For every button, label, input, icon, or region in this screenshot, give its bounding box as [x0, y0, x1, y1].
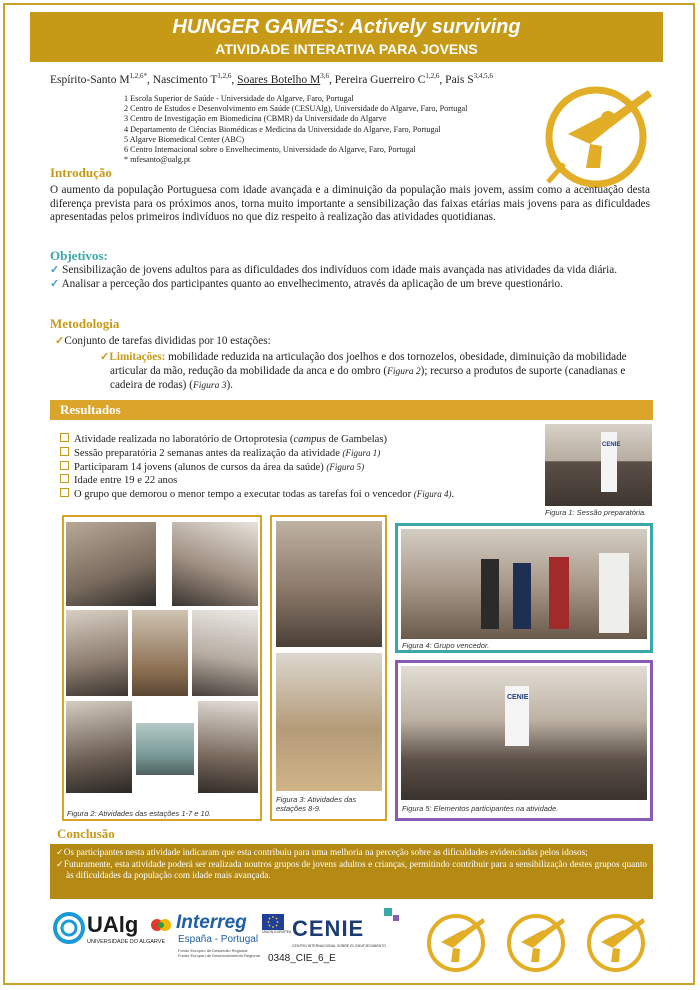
figure-2-photo — [136, 723, 194, 775]
figure-5-frame — [395, 660, 653, 821]
author: Espírito-Santo M — [50, 73, 130, 86]
author: Pais S — [445, 73, 474, 86]
check-icon: ✓ — [100, 351, 110, 363]
result-item: Sessão preparatória 2 semanas antes da realização da atividade (Figura 1) — [60, 447, 540, 461]
hunger-games-emblem-small — [425, 912, 487, 979]
author-line: Espírito-Santo $M^{1,2,6*}$, Nascimento T$^{1,2,6}$, Soares Botelho M$^{3,6}$, Pereira Guerreiro C$^{1,2,6}$, Pais S$^{3,4,5,6}$ — [50, 72, 493, 86]
figure-4-frame — [395, 523, 653, 653]
interreg-emblem-icon — [150, 914, 172, 936]
author: Nascimento T — [152, 73, 218, 86]
figure-2-photo — [132, 610, 188, 696]
checkbox-icon — [60, 461, 69, 470]
figure-3-photo — [276, 521, 382, 647]
method-limitations: ✓Limitações: mobilidade reduzida na articulação dos joelhos e dos tornozelos, obesidade, diminuição da mobilidade articular da mão, redução da mobilidade da anca e do ombro (Figura 2); recurso a produtos de suporte (canadianas e cadeira de rodas) (Figura 3). — [100, 351, 627, 392]
project-code: 0348_CIE_6_E — [268, 953, 336, 964]
checkbox-icon — [60, 474, 69, 483]
ualg-logo: UAlg UNIVERSIDADE DO ALGARVE — [53, 910, 173, 955]
result-item: O grupo que demorou o menor tempo a executar todas as tarefas foi o vencedor (Figura 4). — [60, 488, 540, 502]
objective-item: ✓ Sensibilização de jovens adultos para as dificuldades dos indivíduos com idade mais avançada nas atividades da vida diária. — [50, 264, 618, 276]
figure-2-photo — [192, 610, 258, 696]
method-item: ✓Conjunto de tarefas divididas por 10 estações: — [55, 335, 271, 347]
figure-3-caption: Figura 3: Atividades das estações 8-9. — [276, 795, 357, 813]
figure-2-photo — [198, 701, 258, 793]
figure-2-photo — [66, 701, 132, 793]
poster-subtitle: ATIVIDADE INTERATIVA PARA JOVENS — [215, 41, 478, 57]
title-banner — [30, 12, 663, 62]
intro-heading: Introdução — [50, 165, 112, 180]
conclusion-item: ✓Futuramente, esta atividade poderá ser realizada noutros grupos de jovens adultos e crianças, permitindo contribuir para a sensibilização destes grupos quanto às dificuldades da população com idade mais avançada. — [56, 858, 648, 881]
figure-4-photo — [401, 529, 647, 639]
checkbox-icon — [60, 488, 69, 497]
figure-2-photo — [66, 610, 128, 696]
author: Pereira Guerreiro C — [334, 73, 426, 86]
hunger-games-emblem-small — [585, 912, 647, 979]
method-heading: Metodologia — [50, 316, 120, 331]
poster-title: HUNGER GAMES: Actively surviving — [172, 16, 521, 38]
check-icon: ✓ — [55, 335, 65, 347]
conclusion-heading: Conclusão — [57, 826, 115, 841]
objectives-list — [50, 264, 650, 291]
ualg-emblem-icon — [53, 912, 85, 944]
conclusion-item: ✓Os participantes nesta atividade indicaram que esta contribuiu para uma melhoria na perceção sobre as dificuldades evidenciadas pelos idosos; — [56, 847, 588, 857]
check-icon: ✓ — [50, 277, 60, 290]
objective-item: ✓ Analisar a perceção dos participantes quanto ao envelhecimento, através da aplicação de um breve questionário. — [50, 277, 563, 290]
figure-2-caption: Figura 2: Atividades das estações 1-7 e 10. — [67, 809, 211, 818]
hunger-games-emblem-small — [505, 912, 567, 979]
figure-5-photo: CENIE — [401, 666, 647, 800]
check-icon: ✓ — [56, 858, 64, 869]
figure-1-caption: Figura 1: Sessão preparatória. — [545, 508, 647, 517]
interreg-logo: Interreg España - Portugal Fondo Europeo de Desarrollo Regional Fundo Europeu de Desenvolvimento Regional — [150, 912, 260, 968]
figure-3-frame — [270, 515, 387, 821]
figure-1-photo: CENIE — [545, 424, 652, 506]
cenie-square-icon — [393, 915, 399, 921]
figure-3-photo — [276, 653, 382, 791]
cenie-square-icon — [384, 908, 392, 916]
figure-2-photo — [66, 522, 156, 606]
eu-flag-logo: UNIÓN EUROPEA — [262, 914, 286, 944]
figure-4-caption: Figura 4: Grupo vencedor. — [402, 641, 490, 650]
intro-text: O aumento da população Portuguesa com idade avançada e a diminuição da população mais jovem, assim como a acentuação desta diferença prevista para os próximos anos, torna muito importante a sensibilização das faixas etárias mais jovens para as dificuldades apresentadas pelos primeiros indivíduos no que diz respeito à realização das atividades quotidianas. — [50, 184, 650, 224]
results-list — [60, 433, 540, 502]
author: Soares Botelho M — [237, 73, 321, 86]
check-icon: ✓ — [50, 264, 60, 276]
result-item: Idade entre 19 e 22 anos — [60, 474, 540, 488]
figure-2-frame — [62, 515, 262, 821]
cenie-logo: CENIE CENTRO INTERNACIONAL SOBRE EL ENVEJECIMIENTO — [292, 908, 402, 950]
checkbox-icon — [60, 433, 69, 442]
hunger-games-emblem-logo — [538, 82, 660, 197]
conclusion-box — [50, 844, 653, 899]
figure-5-caption: Figura 5: Elementos participantes na atividade. — [402, 804, 559, 813]
result-item: Participaram 14 jovens (alunos de cursos da área da saúde) (Figura 5) — [60, 461, 540, 475]
results-heading: Resultados — [50, 400, 653, 420]
checkbox-icon — [60, 447, 69, 456]
eu-flag-icon — [262, 914, 284, 930]
result-item: Atividade realizada no laboratório de Ortoprotesia (campus de Gambelas) — [60, 433, 540, 447]
objectives-heading: Objetivos: — [50, 248, 108, 263]
affiliations: 1 Escola Superior de Saúde - Universidade do Algarve, Faro, Portugal 2 Centro de Estudos e Desenvolvimento em Saúde (CESUAlg), Universidade do Algarve, Faro, Portugal 3 Centro de Investigação em Biomedicina (CBMR) da Universidade do Algarve 4 Departamento de Ciências Biomédicas e Medicina da Universidade do Algarve, Faro, Portugal 5 Algarve Biomedical Center (ABC) 6 Centro Internacional sobre o Envelhecimento, Universidade do Algarve, Faro, Portugal * mfesanto@ualg.pt — [124, 94, 468, 165]
check-icon: ✓ — [56, 847, 64, 857]
figure-2-photo — [172, 522, 258, 606]
